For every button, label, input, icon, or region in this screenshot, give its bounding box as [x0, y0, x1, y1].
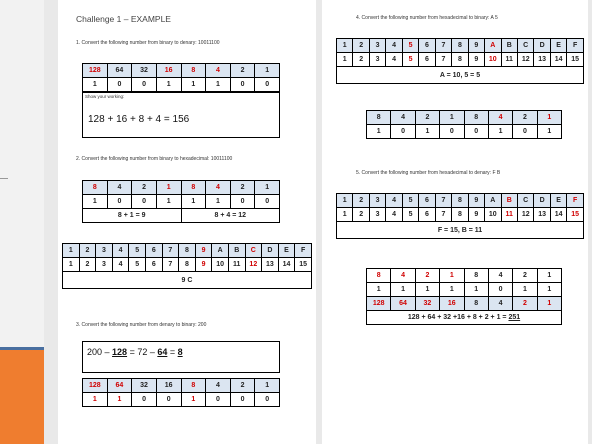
nibble-header-cell: 8: [367, 111, 391, 125]
hex-symbol-cell: E: [550, 39, 566, 53]
table-row: [63, 244, 312, 258]
q5-sum: [367, 311, 562, 325]
bit-cell: 0: [255, 393, 280, 407]
hex-value-cell: 14: [278, 258, 295, 272]
table-row: [83, 64, 280, 78]
table-row: [367, 125, 562, 139]
q4-binary-table: [366, 110, 562, 139]
nibble-header-cell: 1: [440, 111, 464, 125]
table-row: [367, 283, 562, 297]
place-value-cell: 4: [206, 379, 231, 393]
nibble-header-cell: 4: [391, 111, 415, 125]
bit-cell: 1: [206, 78, 231, 92]
hex-symbol-cell: 8: [452, 39, 468, 53]
nibble-header-cell: 8: [181, 181, 206, 195]
place-value-cell: 16: [156, 64, 181, 78]
q5-sum-text: 128 + 64 + 32 +16 + 8 + 2 + 1 =: [407, 314, 509, 321]
hex-value-cell: 5: [402, 208, 418, 222]
hex-value-cell: 5: [129, 258, 146, 272]
hex-value-cell: 15: [567, 208, 584, 222]
hex-symbol-cell: 3: [96, 244, 113, 258]
hex-symbol-cell: 9: [468, 39, 484, 53]
hex-value-cell: 11: [228, 258, 245, 272]
place-value-cell: 1: [255, 379, 280, 393]
worksheet-page-left: [58, 0, 316, 444]
table-row: [83, 195, 280, 209]
bit-cell: 0: [513, 125, 537, 139]
q1-working: 128 + 16 + 8 + 4 = 156: [88, 114, 190, 125]
hex-value-cell: 6: [419, 208, 435, 222]
q5-binary-table: [366, 268, 562, 325]
place-value-cell: 2: [230, 379, 255, 393]
table-row: [337, 208, 584, 222]
place-value-cell: 64: [107, 379, 132, 393]
bit-cell: 0: [464, 125, 488, 139]
place-value-cell: 16: [156, 379, 181, 393]
bit-cell: 1: [464, 283, 488, 297]
hex-symbol-cell: A: [212, 244, 229, 258]
table-row: [367, 297, 562, 311]
hex-symbol-cell: 9: [195, 244, 212, 258]
hex-symbol-cell: 9: [468, 194, 484, 208]
bit-cell: 1: [537, 283, 561, 297]
bit-cell: 1: [156, 195, 181, 209]
hex-value-cell: 8: [452, 208, 468, 222]
hex-symbol-cell: 3: [369, 194, 385, 208]
hex-value-cell: 14: [550, 53, 566, 67]
question-2-text: 2. Convert the following number from binary to hexadecimal: 10011100: [76, 156, 233, 162]
q4-answer: A = 10, 5 = 5: [337, 67, 584, 84]
q3-working-8: 8: [177, 347, 183, 357]
nibble-header-cell: 1: [537, 269, 561, 283]
table-row: [337, 67, 584, 84]
table-row: [367, 111, 562, 125]
place-value-cell: 64: [107, 64, 132, 78]
place-value-cell: 8: [181, 64, 206, 78]
table-row: [337, 194, 584, 208]
q2-answer: 9 C: [63, 272, 312, 289]
hex-value-cell: 7: [435, 208, 451, 222]
side-accent-block: [0, 350, 44, 444]
table-row: [367, 311, 562, 325]
nibble-sum-left: 8 + 1 = 9: [83, 209, 182, 223]
nibble-header-cell: 2: [415, 111, 439, 125]
bit-cell: 1: [415, 283, 439, 297]
place-value-cell: 16: [440, 297, 464, 311]
hex-symbol-cell: 2: [353, 194, 369, 208]
bit-cell: 1: [107, 393, 132, 407]
table-row: [337, 53, 584, 67]
hex-value-cell: 12: [517, 208, 533, 222]
hex-symbol-cell: 5: [402, 39, 418, 53]
page-title: Challenge 1 – EXAMPLE: [76, 14, 171, 24]
table-row: [337, 222, 584, 239]
place-value-cell: 2: [513, 297, 537, 311]
hex-value-cell: 2: [353, 208, 369, 222]
bit-cell: 0: [132, 195, 157, 209]
q2-hex-lookup-table: [62, 243, 312, 289]
hex-value-cell: 4: [112, 258, 129, 272]
hex-symbol-cell: D: [534, 194, 550, 208]
nibble-header-cell: 1: [440, 269, 464, 283]
hex-value-cell: 14: [550, 208, 566, 222]
nibble-header-cell: 4: [206, 181, 231, 195]
hex-symbol-cell: D: [534, 39, 550, 53]
nibble-header-cell: 1: [255, 181, 280, 195]
nibble-sum-right: 8 + 4 = 12: [181, 209, 280, 223]
table-row: [83, 393, 280, 407]
nibble-header-cell: 4: [107, 181, 132, 195]
place-value-cell: 4: [206, 64, 231, 78]
working-label: Show your working:: [85, 94, 125, 99]
q3-binary-table: [82, 378, 280, 407]
hex-symbol-cell: 8: [452, 194, 468, 208]
hex-value-cell: 13: [262, 258, 279, 272]
hex-value-cell: 2: [353, 53, 369, 67]
table-row: [83, 379, 280, 393]
place-value-cell: 4: [488, 297, 512, 311]
question-1-text: 1. Convert the following number from binary to denary: 10011100: [76, 40, 220, 46]
bit-cell: 1: [156, 78, 181, 92]
table-row: [63, 258, 312, 272]
hex-value-cell: 3: [96, 258, 113, 272]
hex-symbol-cell: 8: [179, 244, 196, 258]
table-row: [83, 181, 280, 195]
hex-value-cell: 15: [567, 53, 584, 67]
hex-symbol-cell: 4: [386, 39, 402, 53]
q3-working-mid: = 72 –: [127, 347, 158, 357]
hex-symbol-cell: F: [567, 39, 584, 53]
place-value-cell: 32: [415, 297, 439, 311]
nibble-header-cell: 8: [464, 111, 488, 125]
hex-symbol-cell: F: [295, 244, 312, 258]
hex-symbol-cell: B: [501, 39, 517, 53]
bit-cell: 0: [391, 125, 415, 139]
bit-cell: 1: [367, 283, 391, 297]
hex-symbol-cell: C: [245, 244, 262, 258]
hex-value-cell: 10: [212, 258, 229, 272]
bit-cell: 1: [181, 393, 206, 407]
hex-symbol-cell: 4: [386, 194, 402, 208]
q1-working-box: [82, 92, 280, 138]
nibble-header-cell: 4: [488, 269, 512, 283]
bit-cell: 0: [206, 393, 231, 407]
bit-cell: 1: [367, 125, 391, 139]
hex-value-cell: 4: [386, 208, 402, 222]
hex-value-cell: 9: [468, 53, 484, 67]
bit-cell: 0: [255, 78, 280, 92]
bit-cell: 0: [132, 78, 157, 92]
nibble-header-cell: 2: [513, 111, 537, 125]
place-value-cell: 8: [181, 379, 206, 393]
q5-sum-result: 251: [508, 314, 521, 321]
bit-cell: 1: [83, 195, 108, 209]
hex-symbol-cell: 5: [402, 194, 418, 208]
bit-cell: 0: [255, 195, 280, 209]
bit-cell: 0: [440, 125, 464, 139]
hex-value-cell: 12: [517, 53, 533, 67]
hex-value-cell: 1: [337, 208, 353, 222]
hex-symbol-cell: 1: [337, 39, 353, 53]
hex-symbol-cell: 7: [435, 39, 451, 53]
hex-symbol-cell: A: [485, 39, 501, 53]
table-row: [63, 272, 312, 289]
nibble-header-cell: 4: [391, 269, 415, 283]
place-value-cell: 128: [367, 297, 391, 311]
hex-value-cell: 9: [468, 208, 484, 222]
hex-value-cell: 8: [452, 53, 468, 67]
bit-cell: 1: [488, 125, 512, 139]
question-4-text: 4. Convert the following number from hexadecimal to binary: A 5: [356, 15, 498, 21]
hex-value-cell: 2: [79, 258, 96, 272]
nibble-header-cell: 1: [537, 111, 561, 125]
bit-cell: 0: [230, 78, 255, 92]
hex-symbol-cell: 3: [369, 39, 385, 53]
bit-cell: 0: [107, 78, 132, 92]
edge-line: [0, 178, 8, 179]
place-value-cell: 1: [537, 297, 561, 311]
hex-value-cell: 9: [195, 258, 212, 272]
place-value-cell: 128: [83, 379, 108, 393]
hex-value-cell: 3: [369, 53, 385, 67]
hex-symbol-cell: 7: [435, 194, 451, 208]
hex-symbol-cell: 6: [419, 194, 435, 208]
hex-symbol-cell: C: [517, 194, 533, 208]
hex-symbol-cell: E: [550, 194, 566, 208]
question-3-text: 3. Convert the following number from denary to binary: 200: [76, 322, 207, 328]
nibble-header-cell: 8: [367, 269, 391, 283]
nibble-header-cell: 2: [230, 181, 255, 195]
bit-cell: 0: [230, 195, 255, 209]
bit-cell: 1: [513, 283, 537, 297]
place-value-cell: 128: [83, 64, 108, 78]
table-row: [83, 78, 280, 92]
hex-value-cell: 1: [63, 258, 80, 272]
hex-symbol-cell: C: [517, 39, 533, 53]
hex-value-cell: 8: [179, 258, 196, 272]
table-row: [337, 39, 584, 53]
place-value-cell: 8: [464, 297, 488, 311]
q3-working-box: [82, 341, 280, 373]
bit-cell: 1: [537, 125, 561, 139]
hex-symbol-cell: 6: [145, 244, 162, 258]
nibble-header-cell: 2: [513, 269, 537, 283]
hex-value-cell: 10: [485, 53, 501, 67]
hex-symbol-cell: F: [567, 194, 584, 208]
table-row: [83, 209, 280, 223]
hex-value-cell: 12: [245, 258, 262, 272]
hex-value-cell: 11: [501, 208, 517, 222]
hex-symbol-cell: 1: [63, 244, 80, 258]
q4-hex-lookup-table: [336, 38, 584, 84]
bit-cell: 0: [156, 393, 181, 407]
hex-symbol-cell: A: [485, 194, 501, 208]
nibble-header-cell: 2: [415, 269, 439, 283]
hex-symbol-cell: 2: [353, 39, 369, 53]
bit-cell: 1: [83, 78, 108, 92]
q1-binary-table: [82, 63, 280, 92]
hex-value-cell: 6: [419, 53, 435, 67]
q5-hex-lookup-table: [336, 193, 584, 239]
hex-value-cell: 11: [501, 53, 517, 67]
bit-cell: 1: [206, 195, 231, 209]
bit-cell: 1: [415, 125, 439, 139]
hex-value-cell: 10: [485, 208, 501, 222]
hex-symbol-cell: B: [501, 194, 517, 208]
hex-value-cell: 5: [402, 53, 418, 67]
hex-symbol-cell: 7: [162, 244, 179, 258]
hex-value-cell: 6: [145, 258, 162, 272]
bit-cell: 1: [83, 393, 108, 407]
place-value-cell: 32: [132, 64, 157, 78]
bit-cell: 1: [181, 78, 206, 92]
nibble-header-cell: 4: [488, 111, 512, 125]
place-value-cell: 32: [132, 379, 157, 393]
place-value-cell: 64: [391, 297, 415, 311]
bit-cell: 0: [488, 283, 512, 297]
hex-symbol-cell: 5: [129, 244, 146, 258]
hex-symbol-cell: B: [228, 244, 245, 258]
hex-value-cell: 13: [534, 208, 550, 222]
q2-nibble-table: [82, 180, 280, 223]
nibble-header-cell: 8: [83, 181, 108, 195]
hex-value-cell: 7: [435, 53, 451, 67]
hex-value-cell: 4: [386, 53, 402, 67]
worksheet-page-right: [322, 0, 588, 444]
nibble-header-cell: 1: [156, 181, 181, 195]
hex-value-cell: 3: [369, 208, 385, 222]
hex-value-cell: 1: [337, 53, 353, 67]
hex-value-cell: 15: [295, 258, 312, 272]
question-5-text: 5. Convert the following number from hexadecimal to denary: F B: [356, 170, 501, 176]
hex-symbol-cell: 6: [419, 39, 435, 53]
table-row: [367, 269, 562, 283]
place-value-cell: 2: [230, 64, 255, 78]
hex-symbol-cell: 1: [337, 194, 353, 208]
bit-cell: 1: [391, 283, 415, 297]
hex-symbol-cell: 4: [112, 244, 129, 258]
bit-cell: 0: [132, 393, 157, 407]
nibble-header-cell: 8: [464, 269, 488, 283]
bit-cell: 0: [107, 195, 132, 209]
bit-cell: 0: [230, 393, 255, 407]
hex-symbol-cell: D: [262, 244, 279, 258]
q3-working: [87, 347, 183, 357]
q3-working-start: 200 –: [87, 347, 113, 357]
bit-cell: 1: [440, 283, 464, 297]
hex-value-cell: 13: [534, 53, 550, 67]
q3-working-128: 128: [112, 347, 128, 357]
nibble-header-cell: 2: [132, 181, 157, 195]
place-value-cell: 1: [255, 64, 280, 78]
hex-value-cell: 7: [162, 258, 179, 272]
hex-symbol-cell: E: [278, 244, 295, 258]
q3-working-64: 64: [157, 347, 168, 357]
q5-answer: F = 15, B = 11: [337, 222, 584, 239]
q3-working-eq: =: [167, 347, 178, 357]
bit-cell: 1: [181, 195, 206, 209]
hex-symbol-cell: 2: [79, 244, 96, 258]
